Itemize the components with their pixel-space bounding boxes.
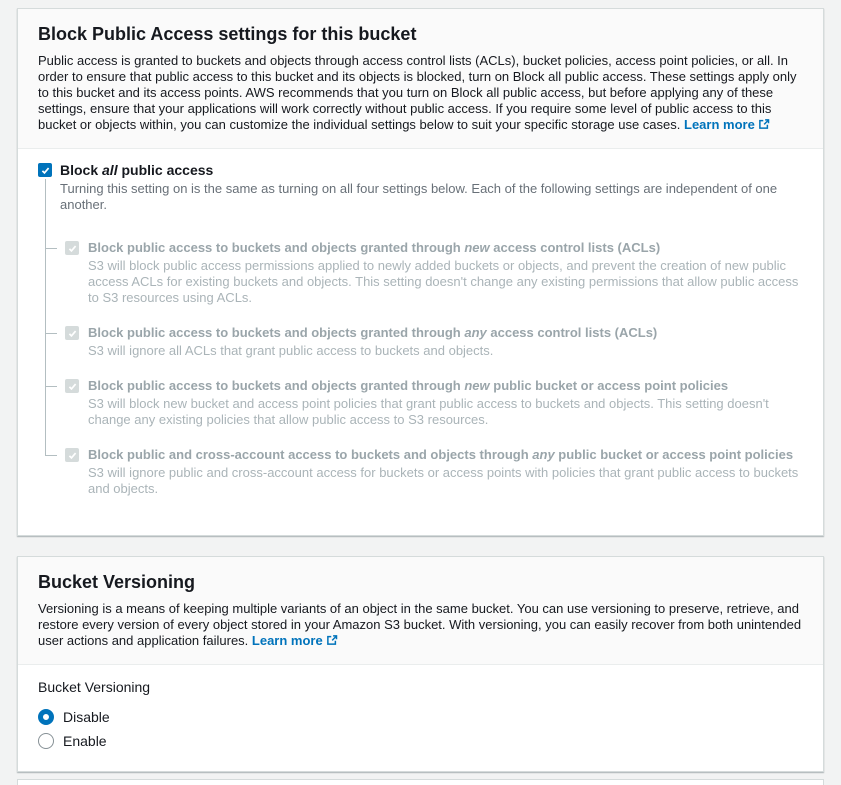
sub-setting-description: S3 will block public access permissions applied to newly added buckets or objects, and prevent the creation of new public access ACLs for existing buckets and objects. This setting doesn't change any existing permissions that allow public access to S3 resources using ACLs.	[88, 258, 799, 305]
title-suffix: public bucket or access point policies	[554, 447, 794, 462]
title-suffix: public bucket or access point policies	[489, 378, 729, 393]
sub-setting-title	[88, 239, 803, 256]
bucket-versioning-content	[18, 665, 823, 771]
sub-setting-description: S3 will block new bucket and access point policies that grant public access to buckets and objects. This setting doesn't change any existing policies that allow public access to S3 resources.	[88, 396, 769, 427]
block-public-access-title: Block Public Access settings for this bucket	[38, 24, 417, 44]
learn-more-label: Learn more	[684, 117, 755, 132]
title-italic: any	[464, 325, 487, 340]
sub-setting-checkbox-disabled	[65, 241, 79, 255]
next-card-top-strip	[17, 779, 824, 785]
sub-setting-checkbox-disabled	[65, 379, 79, 393]
block-all-public-access-row	[38, 161, 803, 179]
block-public-access-header	[18, 9, 823, 149]
label-italic: all	[102, 162, 118, 178]
description-text: Public access is granted to buckets and objects through access control lists (ACLs), bucket policies, access point policies, or all. In order to ensure that public access to this bucket and its objects is blocked, turn on Block all public access. These settings apply only to this bucket and its access points. AWS recommends that you turn on Block all public access, but before applying any of these settings, ensure that your applications will work correctly without public access. If you require some level of public access to this bucket or objects within, you can customize the individual settings below to suit your specific storage use cases.	[38, 53, 797, 132]
sub-setting-text	[88, 239, 803, 306]
title-prefix: Block public access to buckets and objects granted through	[88, 240, 465, 255]
label-suffix: public access	[117, 162, 214, 178]
learn-more-link[interactable]	[252, 633, 338, 648]
sub-setting-policies-new	[45, 377, 803, 446]
sub-setting-description: S3 will ignore public and cross-account access for buckets or access points with policies that grant public access to buckets and objects.	[88, 465, 799, 496]
radio-disable-label[interactable]: Disable	[63, 709, 110, 725]
title-prefix: Block public access to buckets and objects granted through	[88, 325, 465, 340]
versioning-option-enable[interactable]	[38, 729, 803, 753]
sub-setting-text	[88, 446, 803, 497]
title-italic: any	[532, 447, 555, 462]
external-link-icon	[326, 634, 338, 650]
title-italic: new	[464, 378, 490, 393]
block-public-access-card	[17, 8, 824, 536]
title-suffix: access control lists (ACLs)	[489, 240, 661, 255]
sub-setting-row	[65, 324, 803, 359]
learn-more-link[interactable]	[684, 117, 770, 132]
sub-setting-title	[88, 324, 657, 341]
bucket-versioning-header	[18, 557, 823, 665]
learn-more-label: Learn more	[251, 633, 323, 648]
block-all-public-access-label[interactable]	[60, 161, 213, 179]
block-all-public-access-checkbox[interactable]	[38, 163, 52, 177]
sub-setting-description: S3 will ignore all ACLs that grant public access to buckets and objects.	[88, 343, 494, 358]
sub-setting-title	[88, 377, 803, 394]
label-prefix: Block	[60, 162, 103, 178]
sub-setting-row	[65, 446, 803, 497]
block-public-access-description	[38, 53, 803, 134]
title-italic: new	[464, 240, 490, 255]
sub-setting-checkbox-disabled	[65, 326, 79, 340]
external-link-icon	[758, 118, 770, 134]
bucket-versioning-field-label: Bucket Versioning	[38, 679, 151, 695]
bucket-versioning-description	[38, 601, 803, 650]
sub-setting-text	[88, 324, 657, 359]
versioning-option-disable[interactable]	[38, 705, 803, 729]
radio-disable-selected[interactable]	[38, 709, 54, 725]
sub-setting-checkbox-disabled	[65, 448, 79, 462]
description-text: Versioning is a means of keeping multiple variants of an object in the same bucket. You can use versioning to preserve, retrieve, and restore every version of every object stored in your Amazon S3 bucket. With versioning, you can easily recover from both unintended user actions and application failures.	[38, 601, 802, 648]
radio-enable-label[interactable]: Enable	[63, 733, 107, 749]
sub-settings-tree	[45, 179, 803, 515]
radio-enable-unselected[interactable]	[38, 733, 54, 749]
sub-setting-acls-any	[45, 324, 803, 377]
title-suffix: access control lists (ACLs)	[486, 325, 658, 340]
sub-setting-acls-new	[45, 239, 803, 324]
bucket-versioning-card	[17, 556, 824, 772]
block-public-access-content	[18, 149, 823, 535]
sub-setting-policies-any	[45, 446, 803, 515]
sub-setting-row	[65, 239, 803, 306]
sub-setting-text	[88, 377, 803, 428]
sub-setting-title	[88, 446, 803, 463]
sub-setting-row	[65, 377, 803, 428]
title-prefix: Block public access to buckets and objects granted through	[88, 378, 465, 393]
title-prefix: Block public and cross-account access to buckets and objects through	[88, 447, 533, 462]
bucket-versioning-title: Bucket Versioning	[38, 572, 196, 592]
block-all-description: Turning this setting on is the same as turning on all four settings below. Each of the following settings are independent of one another.	[45, 179, 803, 239]
